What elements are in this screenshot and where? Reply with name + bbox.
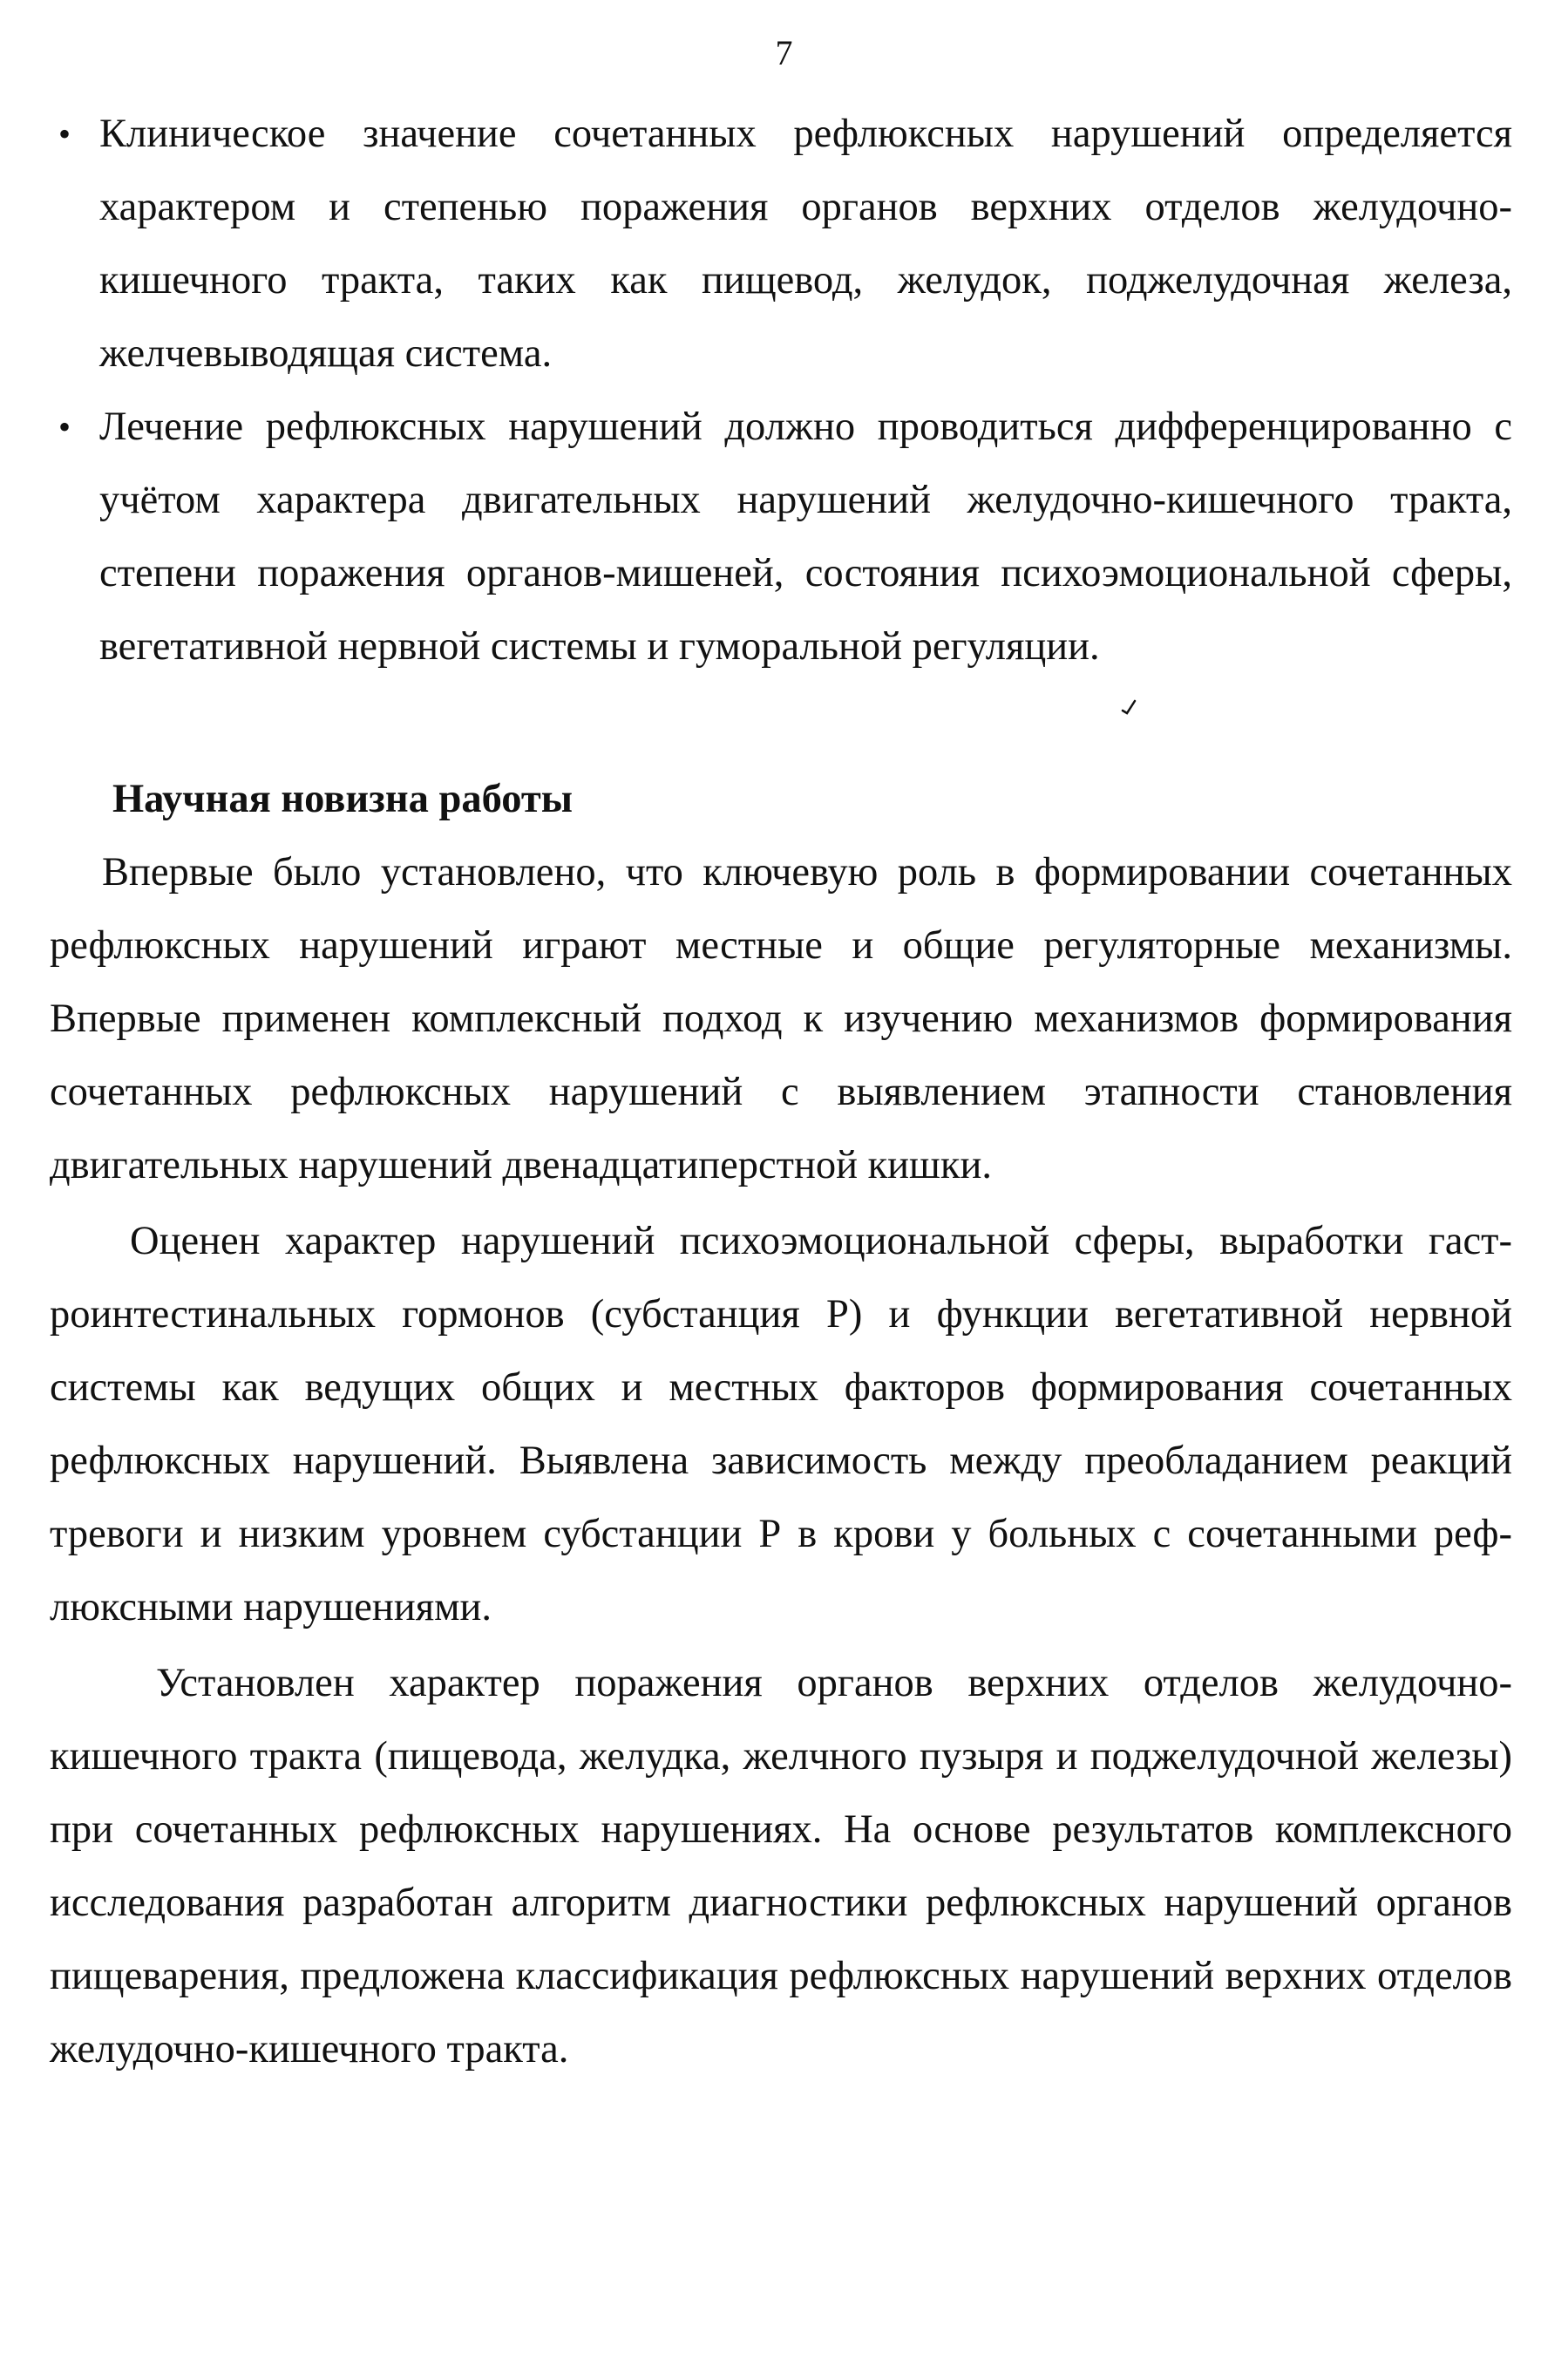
bullet-text: Лечение рефлюксных нарушений должно проводиться дифференцированно с учётом характера двигательных нарушений желудочно-кишечного тракта, степени поражения органов-мишеней, состояния психоэмоциональной сферы, вегетативной нервной системы и гуморальной регуляции. bbox=[99, 405, 1512, 669]
bullet-text: Клиническое значение сочетанных рефлюксных нарушений определяется характером и степенью поражения органов верхних отделов желудочно-кишечного тракта, таких как пищевод, желудок, поджелудочная железа, желчевыводящая система. bbox=[99, 112, 1512, 376]
paragraph: Установлен характер поражения органов верхних отделов желудочно-кишечного тракта (пищевода, желудка, желчного пузыря и поджелудочной железы) при сочетанных рефлюксных нарушениях. На основе результатов комплексного исследования разработан алгоритм диагностики рефлюксных нарушений органов пищеварения, предложена классификация рефлюксных нарушений верхних отделов желудочно-кишечного тракта. bbox=[50, 1661, 1512, 2072]
section-heading: Научная новизна работы bbox=[112, 777, 574, 821]
pen-tick-mark bbox=[1120, 697, 1137, 715]
section-body bbox=[50, 836, 1512, 2086]
bullet-marker: • bbox=[58, 114, 71, 153]
bullet-item bbox=[50, 98, 1512, 391]
bullet-marker: • bbox=[58, 407, 71, 446]
paragraph: Оценен характер нарушений психоэмоциональной сферы, выработки гастроинтестинальных гормонов (субстанция Р) и функции вегетативной нервной системы как ведущих общих и местных факторов формирования сочетанных рефлюксных нарушений. Выявлена зависимость между преобладанием реакций тревоги и низким уровнем субстанции Р в крови у больных с сочетанными рефлюксными нарушениями. bbox=[50, 1219, 1512, 1629]
bullet-item bbox=[50, 391, 1512, 684]
bullet-list bbox=[50, 98, 1512, 684]
page-number: 7 bbox=[775, 33, 793, 72]
paragraph: Впервые было установлено, что ключевую роль в формировании сочетанных рефлюксных нарушений играют местные и общие регуляторные механизмы. Впервые применен комплексный подход к изучению механизмов формирования сочетанных рефлюксных нарушений с выявлением этапности становления двигательных нарушений двенадцатиперстной кишки. bbox=[50, 850, 1512, 1187]
